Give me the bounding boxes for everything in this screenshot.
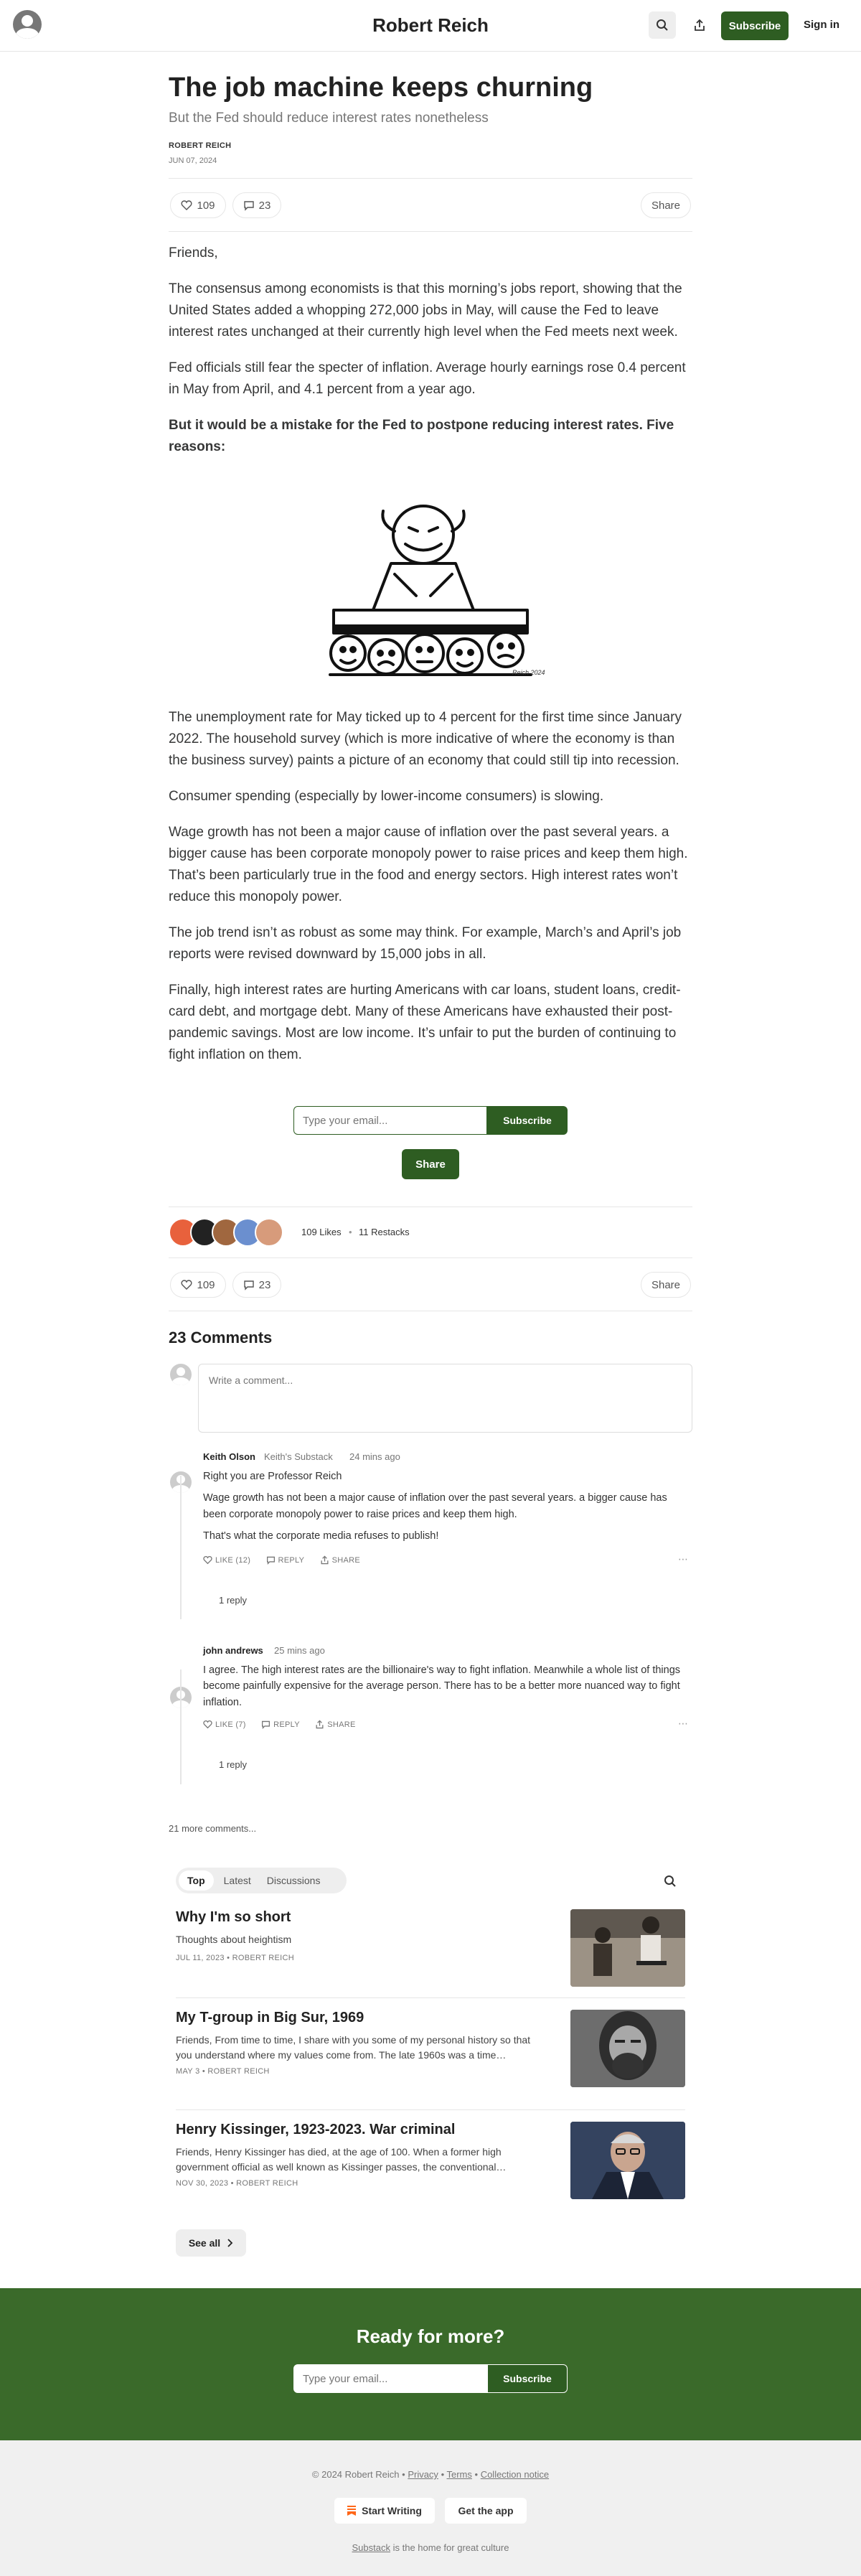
divider	[169, 178, 692, 179]
comment-share-label: SHARE	[331, 1555, 361, 1565]
tagline-text: is the home for great culture	[390, 2542, 509, 2553]
paragraph: The job trend isn’t as robust as some may think. For example, March’s and April’s job reports were revised downward by 15,000 jobs in all.	[169, 925, 682, 963]
comment-time[interactable]: 25 mins ago	[274, 1645, 325, 1656]
email-input[interactable]	[293, 1106, 487, 1135]
terms-link[interactable]: Terms	[446, 2469, 472, 2480]
comment-line: That's what the corporate media refuses to publish!	[203, 1530, 439, 1542]
post-title[interactable]: Henry Kissinger, 1923-2023. War criminal	[176, 2122, 456, 2137]
comment-more-icon[interactable]: ⋯	[678, 1553, 688, 1565]
cta-subscribe-button[interactable]: Subscribe	[487, 2364, 568, 2393]
footer-tagline	[0, 2542, 861, 2553]
cta-email-input[interactable]	[293, 2364, 487, 2393]
see-all-label: See all	[188, 2237, 221, 2249]
cartoon-image[interactable]	[309, 502, 552, 685]
article-title: The job machine keeps churning	[169, 72, 593, 103]
search-button[interactable]	[649, 11, 676, 39]
post-description: Friends, Henry Kissinger has died, at the age of 100. When a former high government official as well known as Kissinger passes, the conventional…	[176, 2146, 507, 2173]
heart-icon	[203, 1720, 212, 1729]
comment-actions	[203, 1555, 373, 1567]
comment-time[interactable]: 24 mins ago	[349, 1451, 400, 1462]
comment-like-label: LIKE (7)	[215, 1720, 246, 1729]
comments-heading: 23 Comments	[169, 1329, 273, 1346]
post-meta: MAY 3 • ROBERT REICH	[176, 2067, 270, 2076]
comment-like-label: LIKE (12)	[215, 1555, 251, 1565]
post-title[interactable]: My T-group in Big Sur, 1969	[176, 2010, 364, 2025]
see-all-button[interactable]	[176, 2229, 246, 2257]
replies-link[interactable]: 1 reply	[219, 1759, 248, 1770]
replies-link[interactable]: 1 reply	[219, 1595, 248, 1606]
like-count: 109	[197, 199, 215, 212]
comment-button[interactable]	[232, 192, 281, 218]
comment-publication[interactable]: Keith's Substack	[264, 1451, 333, 1462]
share-icon	[693, 19, 706, 32]
cta-subscribe-form	[293, 2364, 568, 2393]
archive-post[interactable]	[176, 2122, 685, 2222]
share-icon	[315, 1720, 324, 1729]
bullet: •	[402, 2469, 408, 2480]
footer-links	[0, 2469, 861, 2480]
start-writing-button[interactable]	[334, 2498, 435, 2524]
get-app-button[interactable]	[445, 2498, 527, 2524]
comment-count: 23	[258, 199, 271, 212]
heart-icon	[181, 200, 192, 211]
post-description: Thoughts about heightism	[176, 1934, 292, 1945]
substack-link[interactable]: Substack	[352, 2542, 390, 2553]
footer	[0, 2440, 861, 2576]
post-description: Friends, From time to time, I share with you some of my personal history so that you understand where my values come from. The late 1960s was a time…	[176, 2034, 531, 2061]
bullet: •	[474, 2469, 481, 2480]
dot-separator: •	[349, 1227, 352, 1237]
author-name[interactable]: ROBERT REICH	[169, 141, 232, 150]
archive-search-button[interactable]	[660, 1871, 680, 1891]
search-icon	[656, 19, 669, 32]
subscribe-button[interactable]: Subscribe	[487, 1106, 568, 1135]
search-icon	[664, 1875, 677, 1888]
current-user-avatar	[170, 1364, 192, 1385]
post-thumbnail[interactable]	[570, 2010, 685, 2087]
likers-avatars[interactable]	[169, 1217, 291, 1248]
comment-line: Right you are Professor Reich	[203, 1471, 342, 1482]
paragraph: Finally, high interest rates are hurting Americans with car loans, student loans, credit-card debt, and mortgage debt. Many of these Americans have exhausted their post-pandemic savings. Most are low income. It’s unfair to put the burden of continuing to fight inflation on them.	[169, 983, 681, 1063]
comment-textarea[interactable]	[198, 1364, 692, 1433]
comment-button-bottom[interactable]	[232, 1272, 281, 1298]
like-count: 109	[197, 1278, 215, 1291]
subscribe-header-button[interactable]: Subscribe	[721, 11, 789, 40]
share-label: Share	[651, 1278, 681, 1291]
share-icon	[320, 1555, 329, 1565]
comment-share-label: SHARE	[327, 1720, 356, 1729]
comment-author[interactable]: Keith Olson	[203, 1451, 255, 1462]
cta-heading: Ready for more?	[356, 2326, 505, 2347]
comment-line: Wage growth has not been a major cause of inflation over the past several years. a bigger cause has been corporate monopoly power to raise prices and keep them high.	[203, 1492, 667, 1520]
archive-tabs	[176, 1868, 347, 1893]
copyright: © 2024 Robert Reich	[311, 2469, 400, 2480]
comment-reply-button[interactable]	[266, 1555, 305, 1565]
post-title[interactable]: Why I'm so short	[176, 1909, 291, 1925]
post-meta: NOV 30, 2023 • ROBERT REICH	[176, 2179, 298, 2188]
article-body-continued	[169, 707, 692, 1066]
tab-latest[interactable]: Latest	[223, 1875, 251, 1886]
share-large-button[interactable]: Share	[402, 1149, 459, 1179]
likes-summary[interactable]: 109 Likes	[301, 1227, 342, 1237]
heart-icon	[203, 1555, 212, 1565]
heart-icon	[181, 1279, 192, 1291]
share-header-button[interactable]	[686, 11, 713, 39]
divider	[169, 1257, 692, 1258]
comment-icon	[243, 1279, 255, 1291]
post-thumbnail[interactable]	[570, 1909, 685, 1987]
post-thumbnail[interactable]	[570, 2122, 685, 2199]
chevron-right-icon	[226, 2239, 233, 2247]
comment-thread-line	[180, 1669, 182, 1784]
cartoon-signature: Reich 2024	[512, 669, 545, 676]
comment-line: I agree. The high interest rates are the billionaire's way to fight inflation. Meanwhile a whole list of things become painfully expensive for the average person. There has to be a better more nuanced way to fight inflation.	[203, 1664, 681, 1708]
cta-section	[0, 2288, 861, 2440]
comment-actions	[203, 1720, 369, 1731]
comment-thread-line	[180, 1476, 182, 1619]
publish-date: JUN 07, 2024	[169, 156, 217, 165]
comment-reply-label: REPLY	[273, 1720, 300, 1729]
start-writing-label: Start Writing	[362, 2505, 422, 2516]
article-subtitle: But the Fed should reduce interest rates nonetheless	[169, 111, 489, 126]
get-app-label: Get the app	[458, 2505, 514, 2516]
comment-icon	[261, 1720, 270, 1729]
article-body	[169, 243, 692, 458]
share-label: Share	[651, 199, 681, 212]
comment-body	[203, 1469, 691, 1545]
archive-post[interactable]	[176, 1909, 685, 1998]
publication-title[interactable]: Robert Reich	[372, 14, 489, 36]
paragraph: The unemployment rate for May ticked up to 4 percent for the first time since January 2022. The household survey (which is more indicative of where the economy is than the business survey) paints a picture of an economy that could still tip into recession.	[169, 710, 682, 769]
liker-avatar[interactable]	[255, 1218, 283, 1247]
comment-count: 23	[258, 1278, 271, 1291]
share-button[interactable]	[641, 192, 691, 218]
privacy-link[interactable]: Privacy	[408, 2469, 438, 2480]
comment-body	[203, 1662, 691, 1710]
inline-subscribe-form	[293, 1106, 568, 1135]
tab-discussions[interactable]: Discussions	[266, 1875, 321, 1886]
divider	[169, 231, 692, 232]
sign-in-link[interactable]: Sign in	[804, 19, 839, 31]
comment-icon	[243, 200, 255, 211]
paragraph-bold: But it would be a mistake for the Fed to postpone reducing interest rates. Five reasons:	[169, 418, 674, 455]
comment-reply-label: REPLY	[278, 1555, 305, 1565]
comment-like-button[interactable]	[203, 1720, 246, 1729]
comment-more-icon[interactable]: ⋯	[678, 1718, 688, 1729]
comment-share-button[interactable]	[315, 1720, 355, 1729]
top-header	[0, 0, 861, 52]
share-button-bottom[interactable]	[641, 1272, 691, 1298]
comment-author[interactable]: john andrews	[203, 1645, 263, 1656]
bullet: •	[441, 2469, 447, 2480]
tab-top[interactable]: Top	[179, 1870, 214, 1891]
more-comments-link[interactable]: 21 more comments...	[169, 1823, 257, 1834]
collection-notice-link[interactable]: Collection notice	[480, 2469, 550, 2480]
comment-like-button[interactable]	[203, 1555, 250, 1565]
like-button-bottom[interactable]	[170, 1272, 226, 1298]
comment-icon	[266, 1555, 276, 1565]
paragraph: Friends,	[169, 245, 218, 261]
paragraph: Fed officials still fear the specter of inflation. Average hourly earnings rose 0.4 percent in May from April, and 4.1 percent from a year ago.	[169, 360, 686, 398]
paragraph: Wage growth has not been a major cause of inflation over the past several years. a bigger cause has been corporate monopoly power to raise prices and keep them high. That’s been particularly true in the food and energy sectors. High interest rates won’t reduce this monopoly power.	[169, 825, 688, 905]
comment-reply-button[interactable]	[261, 1720, 300, 1729]
post-meta: JUL 11, 2023 • ROBERT REICH	[176, 1954, 294, 1962]
restacks-summary[interactable]: 11 Restacks	[359, 1227, 410, 1237]
cartoon-illustration	[309, 502, 552, 685]
paragraph: The consensus among economists is that this morning’s jobs report, showing that the United States added a whopping 272,000 jobs in May, will cause the Fed to leave interest rates unchanged at their currently high level when the Fed meets next week.	[169, 281, 682, 340]
archive-post[interactable]	[176, 2010, 685, 2110]
like-button[interactable]	[170, 192, 226, 218]
paragraph: Consumer spending (especially by lower-income consumers) is slowing.	[169, 789, 604, 805]
substack-logo-icon	[347, 2506, 356, 2516]
comment-share-button[interactable]	[320, 1555, 360, 1565]
